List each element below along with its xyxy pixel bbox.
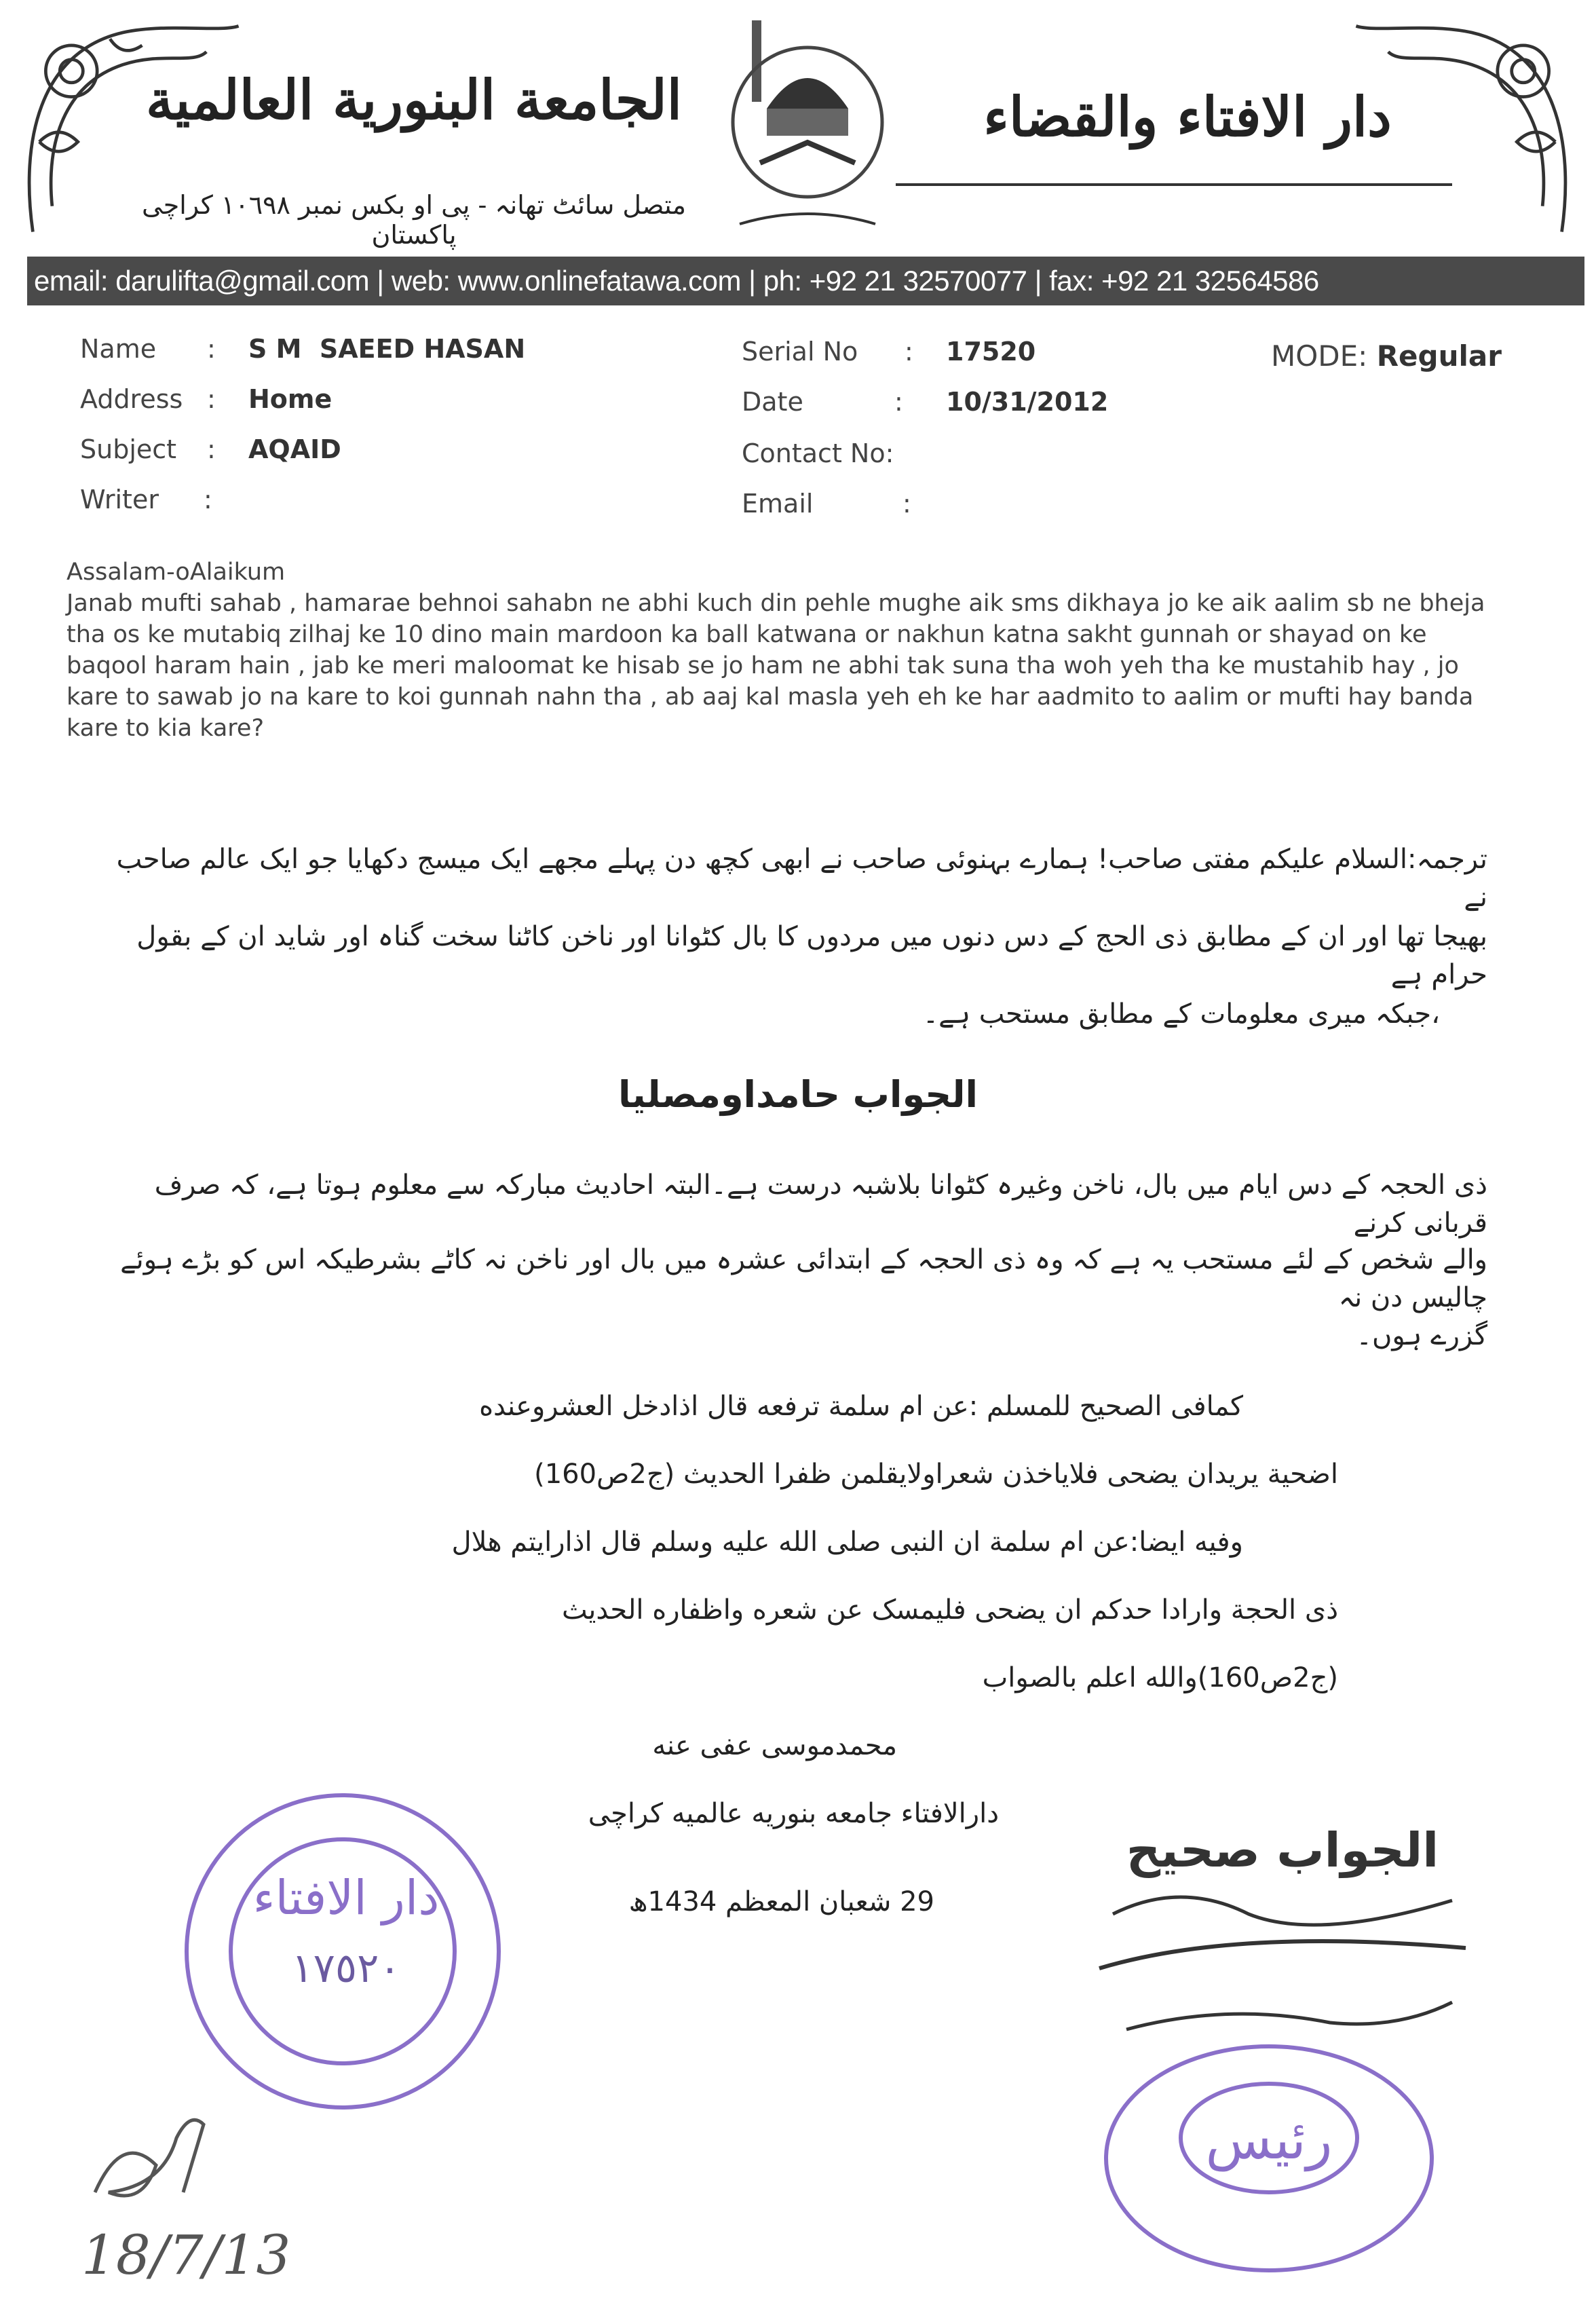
translation-line: ترجمہ:السلام علیکم مفتی صاحب! ہمارے بہنوئی صاحب نے ابھی کچھ دن پہلے مجھے ایک میسج دکھایا جو ایک عالم صاحب نے [116,844,1487,913]
answer-line: ذی الحجہ کے دس ایام میں بال، ناخن وغیرہ کٹوانا بلاشبہ درست ہے۔البتہ احادیث مبارکہ سے معلوم ہوتا ہے، کہ صرف قربانی کرنے [154,1169,1487,1239]
date-label: Date [742,387,803,417]
contact-bar: email: darulifta@gmail.com | web: www.onlinefatawa.com | ph: +92 21 32570077 | fax: +92 21 32564586 [27,257,1584,305]
answer-line: والے شخص کے لئے مستحب یہ ہے کہ وہ ذی الحجہ کے ابتدائی عشرہ میں بال اور ناخن نہ کاٹے بشرطیکہ اس کو بڑے ہوئے چالیس دن نہ [120,1244,1487,1313]
name-label: Name [80,334,157,364]
institution-signoff: دارالافتاء جامعه بنوريه عالميه كراچی [588,1798,999,1829]
reference-line: كمافی الصحيح للمسلم :عن ام سلمة ترفعه قال اذادخل العشروعنده [479,1391,1243,1422]
answer-line: گزرے ہوں۔ [1356,1320,1487,1351]
name-value: S M SAEED HASAN [248,334,526,364]
author-signoff: محمدموسی عفی عنه [652,1730,897,1761]
endorsement-text: الجواب صحیح [1126,1822,1439,1878]
translation-line: بھیجا تھا اور ان کے مطابق ذی الحج کے دس دنوں میں مردوں کا بال کٹوانا اور ناخن کاٹنا سخت گناہ اور شاید ان کے بقول حرام ہے [136,921,1487,990]
date-colon: : [894,387,903,417]
serial-value: 17520 [946,337,1036,367]
serial-colon: : [905,337,913,367]
hijri-date: 29 شعبان المعظم 1434ھ [628,1886,934,1917]
serial-label: Serial No [742,337,858,367]
left-seal-stamp [176,1785,516,2124]
address-value: Home [248,384,332,414]
department-title: دار الافتاء والقضاء [983,85,1392,149]
email-colon: : [902,489,911,519]
institution-title: الجامعة البنورية العالمية [146,68,682,132]
subject-label: Subject [80,434,177,464]
translation-line: ،جبکہ میری معلومات کے مطابق مستحب ہے۔ [922,998,1440,1030]
date-value: 10/31/2012 [946,387,1109,417]
reference-line: اضحية يريدان يضحی فلاياخذن شعراولايقلمن ظفرا الحديث (ج2ص160) [534,1459,1338,1490]
subject-value: AQAID [248,434,341,464]
handwritten-date: 18/7/13 [81,2224,291,2287]
question [66,557,1505,744]
writer-label: Writer [80,485,159,514]
question-body: Janab mufti sahab , hamarae behnoi sahabn ne abhi kuch din pehle mughe aik sms dikhaya jo ke aik aalim sb ne bheja tha os ke mutabiq zilhaj ke 10 dino main mardoon ka ball katwana or nakhun katna sakht gunnah or shayad on ke baqool haram hain , jab ke meri maloomat ke hisab se jo ham ne abhi tak suna tha woh yeh tha ke mustahib hay , jo kare to sawab jo na kare to koi gunnah nahn tha , ab aaj kal masla yeh eh ke har aadmito to aalim or mufti hay banda kare to kia kare? [66,590,1485,742]
mode-value: Regular [1376,339,1502,373]
left-stamp-title: دار الافتاء [252,1870,440,1926]
answer-heading: الجواب حامداومصلیا [618,1073,978,1116]
contact-label: Contact No: [742,438,894,468]
subject-colon: : [207,434,216,464]
address-colon: : [207,384,216,414]
institution-logo [712,7,902,238]
mode-label: MODE: [1271,339,1368,373]
institution-address: متصل سائٹ تھانہ - پی او بکس نمبر ١٠٦٩٨ کراچی پاکستان [142,190,686,250]
address-label: Address [80,384,183,414]
question-greeting: Assalam-oAlaikum [66,559,286,586]
mode [1271,339,1502,373]
header-rule [896,183,1452,186]
left-stamp-number: ١٧٥٢٠ [291,1945,401,1992]
right-stamp-title: رئیس [1205,2108,1333,2171]
handwritten-signature [68,2091,326,2294]
right-oval-stamp [1099,2036,1439,2281]
reference-line: وفيه ايضا:عن ام سلمة ان النبی صلی الله عليه وسلم قال اذارايتم هلال [451,1526,1243,1558]
email-label: Email [742,489,814,519]
name-colon: : [207,334,216,364]
endorsement-stamp [1086,1792,1479,2063]
reference-line: ذی الحجة وارادا حدكم ان يضحی فليمسک عن شعره واظفاره الحديث [562,1594,1338,1626]
writer-colon: : [204,485,212,514]
reference-line: (ج2ص160)والله اعلم بالصواب [982,1662,1338,1693]
